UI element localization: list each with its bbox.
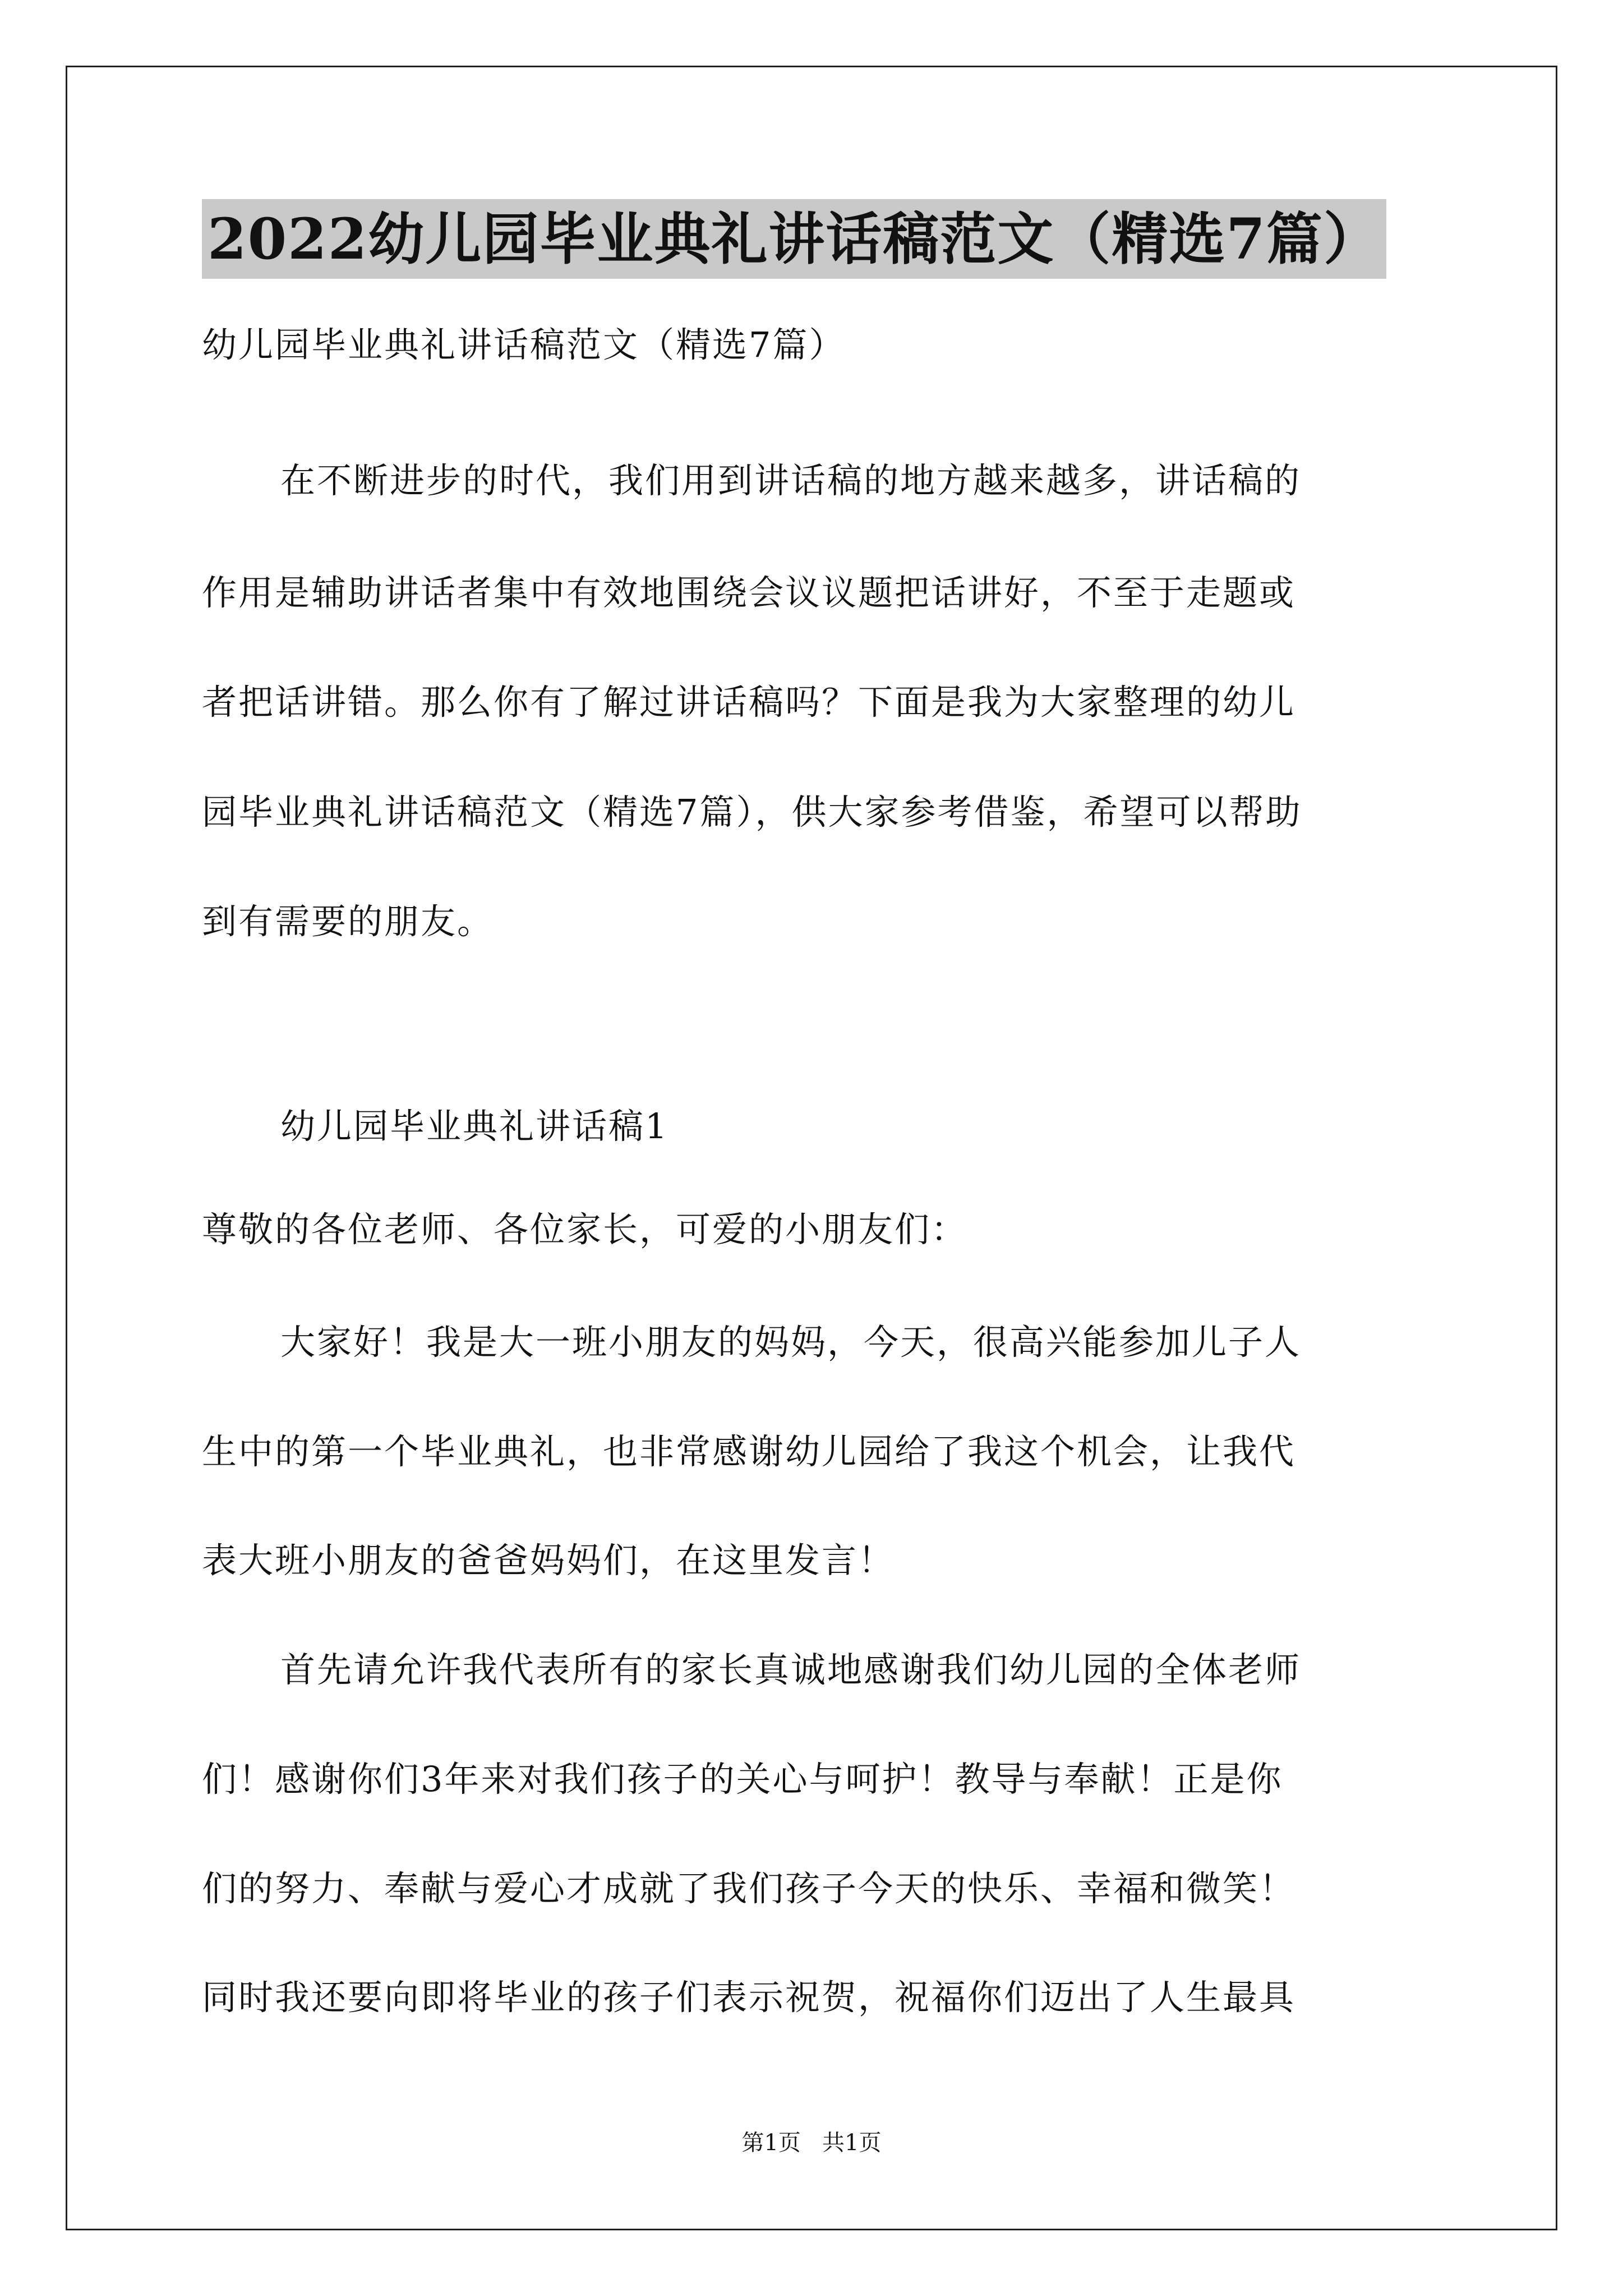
paragraph-line: 生中的第一个毕业典礼，也非常感谢幼儿园给了我这个机会，让我代 — [202, 1431, 1296, 1472]
intro-line: 到有需要的朋友。 — [202, 901, 494, 942]
paragraph-line: 大家好！我是大一班小朋友的妈妈，今天，很高兴能参加儿子人 — [280, 1322, 1302, 1363]
paragraph-line: 们！感谢你们3年来对我们孩子的关心与呵护！教导与奉献！正是你 — [202, 1759, 1283, 1800]
intro-line: 作用是辅助讲话者集中有效地围绕会议议题把话讲好，不至于走题或 — [202, 572, 1296, 613]
page-number-footer: 第1页 共1页 — [741, 2130, 882, 2156]
section-heading: 幼儿园毕业典礼讲话稿1 — [280, 1106, 669, 1147]
intro-line: 者把话讲错。那么你有了解过讲话稿吗？下面是我为大家整理的幼儿 — [202, 682, 1296, 723]
intro-line: 在不断进步的时代，我们用到讲话稿的地方越来越多，讲话稿的 — [280, 460, 1302, 501]
title-highlight — [202, 199, 1386, 279]
paragraph-line: 首先请允许我代表所有的家长真诚地感谢我们幼儿园的全体老师 — [280, 1649, 1302, 1690]
paragraph-line: 同时我还要向即将毕业的孩子们表示祝贺，祝福你们迈出了人生最具 — [202, 1977, 1296, 2018]
salutation: 尊敬的各位老师、各位家长，可爱的小朋友们： — [202, 1209, 968, 1250]
document-subtitle: 幼儿园毕业典礼讲话稿范文（精选7篇） — [202, 324, 846, 365]
paragraph-line: 表大班小朋友的爸爸妈妈们，在这里发言！ — [202, 1540, 895, 1581]
document-title: 2022幼儿园毕业典礼讲话稿范文（精选7篇） — [208, 206, 1381, 272]
paragraph-line: 们的努力、奉献与爱心才成就了我们孩子今天的快乐、幸福和微笑！ — [202, 1868, 1296, 1909]
intro-line: 园毕业典礼讲话稿范文（精选7篇），供大家参考借鉴，希望可以帮助 — [202, 792, 1302, 832]
